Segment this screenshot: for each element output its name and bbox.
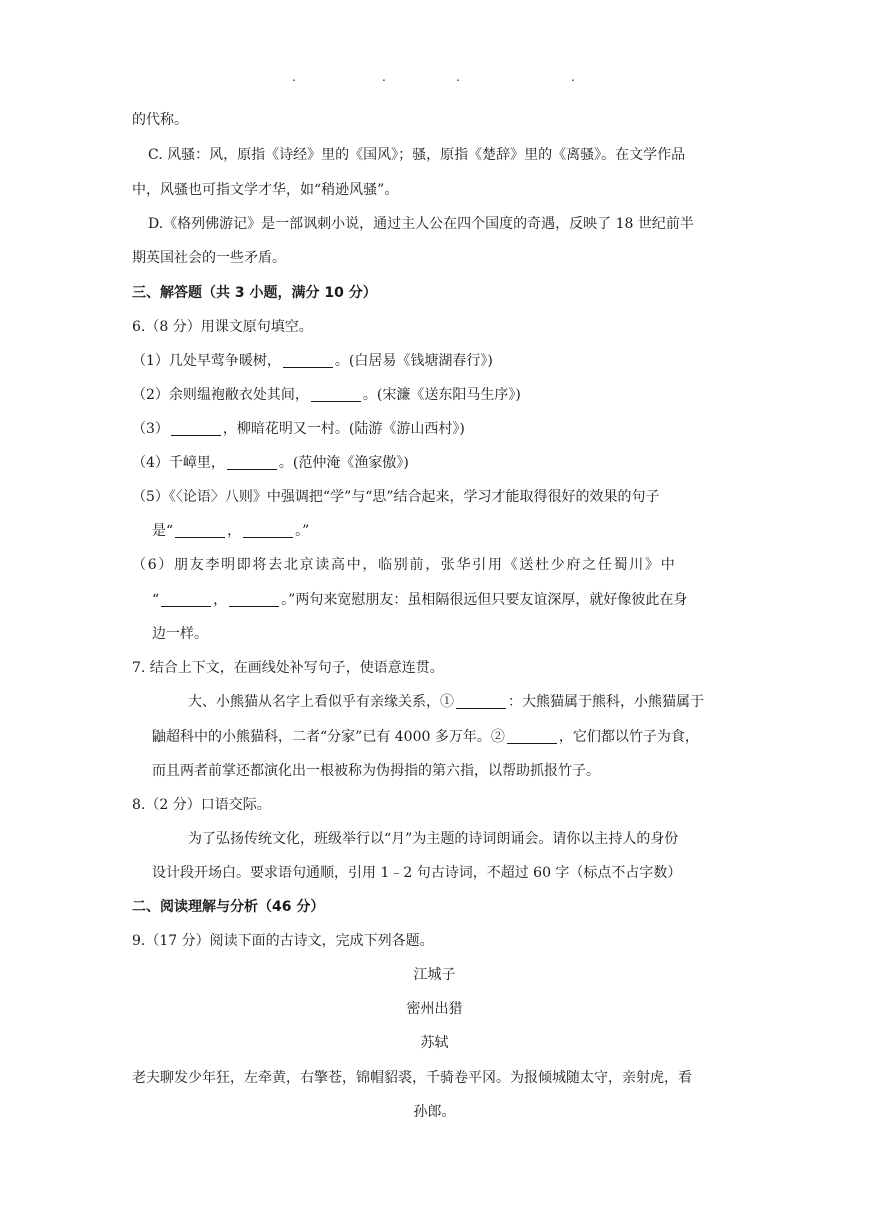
item-text: 。(范仲淹《渔家傲》) bbox=[278, 455, 409, 471]
section-heading: 三、解答题（共 3 小题，满分 10 分） bbox=[132, 285, 377, 301]
poem-author: 苏轼 bbox=[420, 1035, 449, 1051]
fill-item-2 bbox=[132, 385, 521, 405]
question-6: 6.（8 分）用课文原句填空。 bbox=[132, 319, 313, 335]
question-9: 9.（17 分）阅读下面的古诗文，完成下列各题。 bbox=[132, 933, 434, 949]
fill-item-6-answer bbox=[152, 590, 687, 610]
question-7: 7. 结合上下文，在画线处补写句子，使语意连贯。 bbox=[132, 660, 444, 676]
item-text: 大、小熊猫从名字上看似乎有亲缘关系，① bbox=[188, 694, 454, 710]
q7-paragraph: 而且两者前掌还都演化出一根被称为伪拇指的第六指，以帮助抓报竹子。 bbox=[152, 763, 600, 779]
item-text: 鼬超科中的小熊猫科，二者“分家”已有 4000 多万年。② bbox=[152, 729, 505, 745]
fill-item-5: （5）《〈论语〉八则》中强调把“学”与“思”结合起来，学习才能取得很好的效果的句子 bbox=[132, 489, 660, 505]
fill-item-4 bbox=[132, 453, 409, 473]
text-line: 期英国社会的一些矛盾。 bbox=[132, 250, 286, 266]
poem-title: 江城子 bbox=[413, 967, 456, 983]
answer-blank[interactable] bbox=[171, 421, 221, 436]
q8-paragraph: 为了弘扬传统文化，班级举行以“月”为主题的诗词朗诵会。请你以主持人的身份 bbox=[188, 831, 679, 847]
item-text: ， bbox=[213, 592, 228, 608]
item-text: ，柳暗花明又一村。(陆游《游山西村》) bbox=[222, 421, 465, 437]
answer-blank[interactable] bbox=[175, 523, 225, 538]
option-c: C. 风骚：风，原指《诗经》里的《国风》；骚，原指《楚辞》里的《离骚》。在文学作品 bbox=[148, 147, 686, 163]
item-text: ，它们都以竹子为食， bbox=[558, 729, 699, 745]
item-text: 。(宋濂《送东阳马生序》) bbox=[362, 387, 521, 403]
item-text: 。”两句来宽慰朋友：虽相隔很远但只要友谊深厚，就好像彼此在身 bbox=[281, 592, 688, 608]
text-line: 的代称。 bbox=[132, 112, 188, 128]
item-text: ， bbox=[227, 523, 242, 539]
item-text: 。(白居易《钱塘湖春行》) bbox=[334, 353, 493, 369]
header-dot: . bbox=[292, 70, 296, 84]
text-line: 边一样。 bbox=[152, 626, 208, 642]
q8-paragraph: 设计段开场白。要求语句通顺，引用 1﹣2 句古诗词，不超过 60 字（标点不占字数） bbox=[152, 865, 682, 881]
answer-blank[interactable] bbox=[456, 694, 506, 709]
fill-item-1 bbox=[132, 351, 493, 371]
item-text: “ bbox=[152, 592, 160, 608]
question-8: 8.（2 分）口语交际。 bbox=[132, 797, 271, 813]
header-dot: . bbox=[382, 70, 386, 84]
header-dot: . bbox=[571, 70, 575, 84]
fill-item-6: （6）朋友李明即将去北京读高中，临别前，张华引用《送杜少府之任蜀川》中 bbox=[132, 557, 677, 573]
text-line: 中，风骚也可指文学才华，如“稍逊风骚”。 bbox=[132, 182, 399, 198]
item-text: （2）余则缊袍敝衣处其间， bbox=[132, 387, 309, 403]
answer-blank[interactable] bbox=[243, 523, 293, 538]
poem-line: 孙郎。 bbox=[413, 1104, 456, 1120]
q7-paragraph bbox=[152, 727, 699, 747]
fill-item-3 bbox=[132, 419, 465, 439]
answer-blank[interactable] bbox=[161, 592, 211, 607]
poem-subtitle: 密州出猎 bbox=[406, 1001, 463, 1017]
poem-line: 老夫聊发少年狂，左牵黄，右擎苍，锦帽貂裘，千骑卷平冈。为报倾城随太守，亲射虎，看 bbox=[132, 1070, 692, 1086]
item-text: 是“ bbox=[152, 523, 174, 539]
item-text: 。” bbox=[295, 523, 310, 539]
option-d: D.《格列佛游记》是一部讽刺小说，通过主人公在四个国度的奇遇，反映了 18 世纪前半 bbox=[148, 216, 694, 232]
item-text: （4）千嶂里， bbox=[132, 455, 225, 471]
answer-blank[interactable] bbox=[507, 729, 557, 744]
item-text: （1）几处早莺争暖树， bbox=[132, 353, 281, 369]
q7-paragraph bbox=[188, 692, 704, 712]
answer-blank[interactable] bbox=[229, 592, 279, 607]
answer-blank[interactable] bbox=[283, 353, 333, 368]
answer-blank[interactable] bbox=[227, 455, 277, 470]
fill-item-5-answer bbox=[152, 521, 309, 541]
item-text: ：大熊猫属于熊科，小熊猫属于 bbox=[508, 694, 704, 710]
header-dot: . bbox=[456, 70, 460, 84]
section-heading: 二、阅读理解与分析（46 分） bbox=[132, 899, 325, 915]
item-text: （3） bbox=[132, 421, 169, 437]
answer-blank[interactable] bbox=[311, 387, 361, 402]
